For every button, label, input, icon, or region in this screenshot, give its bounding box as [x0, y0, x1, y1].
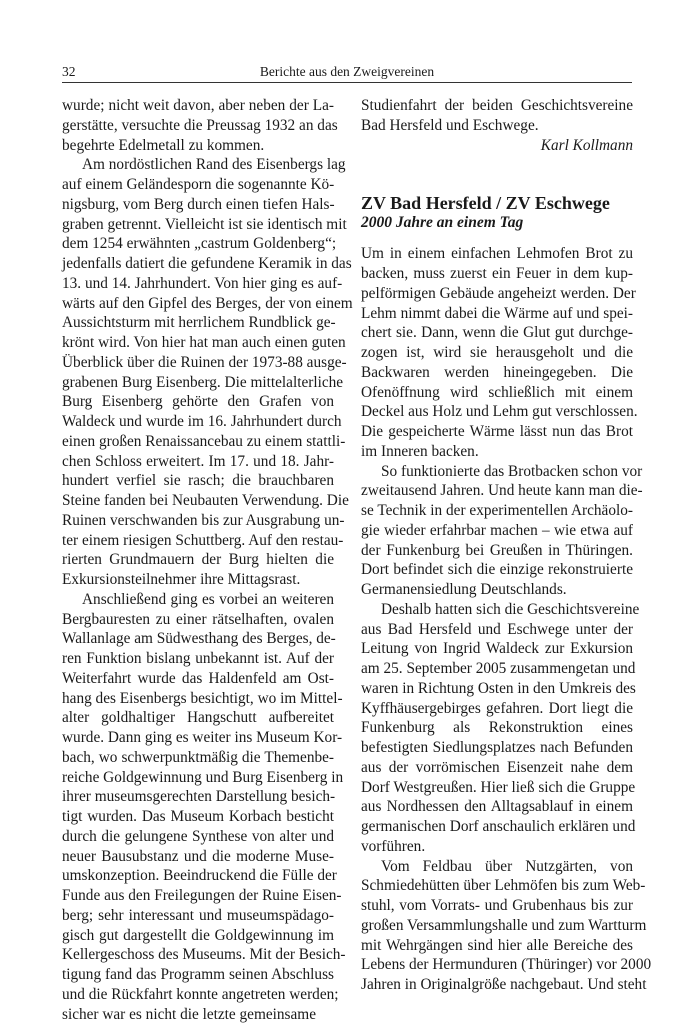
- text-line: Germanensiedlung Deutschlands.: [361, 580, 633, 600]
- text-line: jedenfalls datiert die gefundene Keramik in das: [62, 254, 334, 274]
- text-line: Studienfahrt der beiden Geschichtsvereine: [361, 96, 633, 116]
- text-line: Aussichtsturm mit herrlichem Rundblick ge-: [62, 313, 334, 333]
- text-line: gisch gut dargestellt die Goldgewinnung im: [62, 926, 334, 946]
- text-line: Ofenöffnung wird schließlich mit einem: [361, 383, 633, 403]
- continuation-paragraph: [361, 96, 633, 136]
- text-line: Lehm nimmt dabei die Wärme auf und spei-: [361, 304, 633, 324]
- text-line: durch die gelungene Synthese von alter und: [62, 827, 334, 847]
- page-number: 32: [62, 64, 76, 80]
- text-line: Die gespeicherte Wärme lässt nun das Brot: [361, 422, 633, 442]
- running-title: Berichte aus den Zweigvereinen: [62, 64, 632, 80]
- text-line: aus Bad Hersfeld und Eschwege unter der: [361, 620, 633, 640]
- text-line: wurde; nicht weit davon, aber neben der La-: [62, 96, 334, 116]
- section-paragraph-1: [361, 244, 633, 461]
- page-header: [62, 62, 632, 83]
- text-line: Am nordöstlichen Rand des Eisenbergs lag: [62, 155, 334, 175]
- text-line: großen Versammlungshalle und zum Wartturm: [361, 916, 633, 936]
- left-paragraph-2: [62, 155, 334, 590]
- text-line: wärts auf den Gipfel des Berges, der von einem: [62, 294, 334, 314]
- text-line: auf einem Geländesporn die sogenannte Kö-: [62, 175, 334, 195]
- text-line: Wallanlage am Südwesthang des Berges, de-: [62, 629, 334, 649]
- text-line: So funktionierte das Brotbacken schon vor: [361, 462, 633, 482]
- text-line: umskonzeption. Beeindruckend die Fülle der: [62, 866, 334, 886]
- text-line: aus Nordhessen den Alltagsablauf in einem: [361, 797, 633, 817]
- text-line: zweitausend Jahren. Und heute kann man die-: [361, 481, 633, 501]
- section-subtitle: 2000 Jahre an einem Tag: [361, 213, 633, 232]
- text-line: rierten Grundmauern der Burg hielten die: [62, 550, 334, 570]
- left-column: [62, 96, 334, 1024]
- text-line: germanischen Dorf anschaulich erklären und: [361, 817, 633, 837]
- text-line: bach, wo schwerpunktmäßig die Themenbe-: [62, 748, 334, 768]
- text-line: Ruinen verschwanden bis zur Ausgrabung un-: [62, 511, 334, 531]
- text-line: Schmiedehütten über Lehmöfen bis zum Web-: [361, 876, 633, 896]
- text-line: sicher war es nicht die letzte gemeinsame: [62, 1005, 334, 1024]
- text-line: begehrte Edelmetall zu kommen.: [62, 136, 334, 156]
- text-line: chen Schloss erweitert. Im 17. und 18. Jahr-: [62, 452, 334, 472]
- text-line: Jahren in Originalgröße nachgebaut. Und steht: [361, 975, 633, 995]
- text-line: Deshalb hatten sich die Geschichtsvereine: [361, 600, 633, 620]
- text-line: gerstätte, versuchte die Preussag 1932 an das: [62, 116, 334, 136]
- text-line: tigung fand das Programm seinen Abschluss: [62, 965, 334, 985]
- text-line: Dorf Westgreußen. Hier ließ sich die Gruppe: [361, 778, 633, 798]
- text-line: ren Funktion bislang unbekannt ist. Auf der: [62, 649, 334, 669]
- text-line: nigsburg, vom Berg durch einen tiefen Hals-: [62, 195, 334, 215]
- text-line: ter einem riesigen Schuttberg. Auf den restau-: [62, 531, 334, 551]
- text-line: Waldeck und wurde im 16. Jahrhundert durch: [62, 412, 334, 432]
- text-line: alter goldhaltiger Hangschutt aufbereitet: [62, 708, 334, 728]
- text-line: grabenen Burg Eisenberg. Die mittelalterliche: [62, 373, 334, 393]
- text-line: Bad Hersfeld und Eschwege.: [361, 116, 633, 136]
- text-line: am 25. September 2005 zusammengetan und: [361, 659, 633, 679]
- text-line: krönt wird. Von hier hat man auch einen guten: [62, 333, 334, 353]
- text-line: graben getrennt. Vielleicht ist sie identisch mit: [62, 215, 334, 235]
- text-line: Steine fanden bei Neubauten Verwendung. Die: [62, 491, 334, 511]
- text-line: Lebens der Hermunduren (Thüringer) vor 2000: [361, 955, 633, 975]
- text-line: der Funkenburg bei Greußen in Thüringen.: [361, 541, 633, 561]
- text-line: aus der vorrömischen Eisenzeit nahe dem: [361, 758, 633, 778]
- text-line: Um in einem einfachen Lehmofen Brot zu: [361, 244, 633, 264]
- text-line: neuer Bausubstanz und die moderne Muse-: [62, 847, 334, 867]
- text-line: tigt wurden. Das Museum Korbach besticht: [62, 807, 334, 827]
- text-line: Kellergeschoss des Museums. Mit der Besich-: [62, 945, 334, 965]
- section-paragraph-3: [361, 600, 633, 857]
- text-line: backen, muss zuerst ein Feuer in dem kup-: [361, 264, 633, 284]
- text-line: Kyffhäusergebirges gefahren. Dort liegt die: [361, 699, 633, 719]
- text-line: Exkursionsteilnehmer ihre Mittagsrast.: [62, 570, 334, 590]
- text-line: waren in Richtung Osten in den Umkreis des: [361, 679, 633, 699]
- text-line: Dort befindet sich die einzige rekonstruierte: [361, 560, 633, 580]
- text-line: hang des Eisenbergs besichtigt, wo im Mittel-: [62, 689, 334, 709]
- section-title: ZV Bad Hersfeld / ZV Eschwege: [361, 193, 633, 213]
- section-paragraph-4: [361, 857, 633, 995]
- text-line: gie wieder erfahrbar machen – wie etwa auf: [361, 521, 633, 541]
- text-line: Backwaren werden hineingegeben. Die: [361, 363, 633, 383]
- text-line: und die Rückfahrt konnte angetreten werden;: [62, 985, 334, 1005]
- text-line: Anschließend ging es vorbei an weiteren: [62, 590, 334, 610]
- text-line: einen großen Renaissancebau zu einem stattli-: [62, 432, 334, 452]
- text-line: se Technik in der experimentellen Archäolo-: [361, 501, 633, 521]
- text-line: wurde. Dann ging es weiter ins Museum Kor-: [62, 728, 334, 748]
- text-line: Deckel aus Holz und Lehm gut verschlossen.: [361, 402, 633, 422]
- text-line: Weiterfahrt wurde das Haldenfeld am Ost-: [62, 669, 334, 689]
- section-paragraph-2: [361, 462, 633, 600]
- text-line: zogen ist, wird sie herausgeholt und die: [361, 343, 633, 363]
- text-line: Überblick über die Ruinen der 1973-88 ausge-: [62, 353, 334, 373]
- text-line: hundert verfiel sie rasch; die brauchbaren: [62, 471, 334, 491]
- text-line: Leitung von Ingrid Waldeck zur Exkursion: [361, 639, 633, 659]
- text-line: ihrer museumsgerechten Darstellung besich-: [62, 787, 334, 807]
- left-paragraph-3: [62, 590, 334, 1024]
- text-line: Burg Eisenberg gehörte den Grafen von: [62, 392, 334, 412]
- text-line: berg; sehr interessant und museumspädago-: [62, 906, 334, 926]
- text-line: 13. und 14. Jahrhundert. Von hier ging es auf-: [62, 274, 334, 294]
- text-line: Funde aus den Freilegungen der Ruine Eisen-: [62, 886, 334, 906]
- text-line: vorführen.: [361, 837, 633, 857]
- text-line: im Inneren backen.: [361, 442, 633, 462]
- text-line: Funkenburg als Rekonstruktion eines: [361, 718, 633, 738]
- text-line: stuhl, vom Vorrats- und Grubenhaus bis zur: [361, 896, 633, 916]
- text-line: befestigten Siedlungsplatzes nach Befunden: [361, 738, 633, 758]
- right-column: [361, 96, 633, 995]
- text-line: chert sie. Dann, wenn die Glut gut durchge-: [361, 323, 633, 343]
- text-line: Bergbauresten zu einer rätselhaften, ovalen: [62, 610, 334, 630]
- left-paragraph-1: [62, 96, 334, 155]
- text-line: pelförmigen Gebäude angeheizt werden. Der: [361, 284, 633, 304]
- text-line: Vom Feldbau über Nutzgärten, von: [361, 857, 633, 877]
- text-line: mit Wehrgängen sind hier alle Bereiche des: [361, 936, 633, 956]
- text-line: dem 1254 erwähnten „castrum Goldenberg“;: [62, 234, 334, 254]
- text-line: reiche Goldgewinnung und Burg Eisenberg in: [62, 768, 334, 788]
- author-signature: Karl Kollmann: [361, 136, 633, 156]
